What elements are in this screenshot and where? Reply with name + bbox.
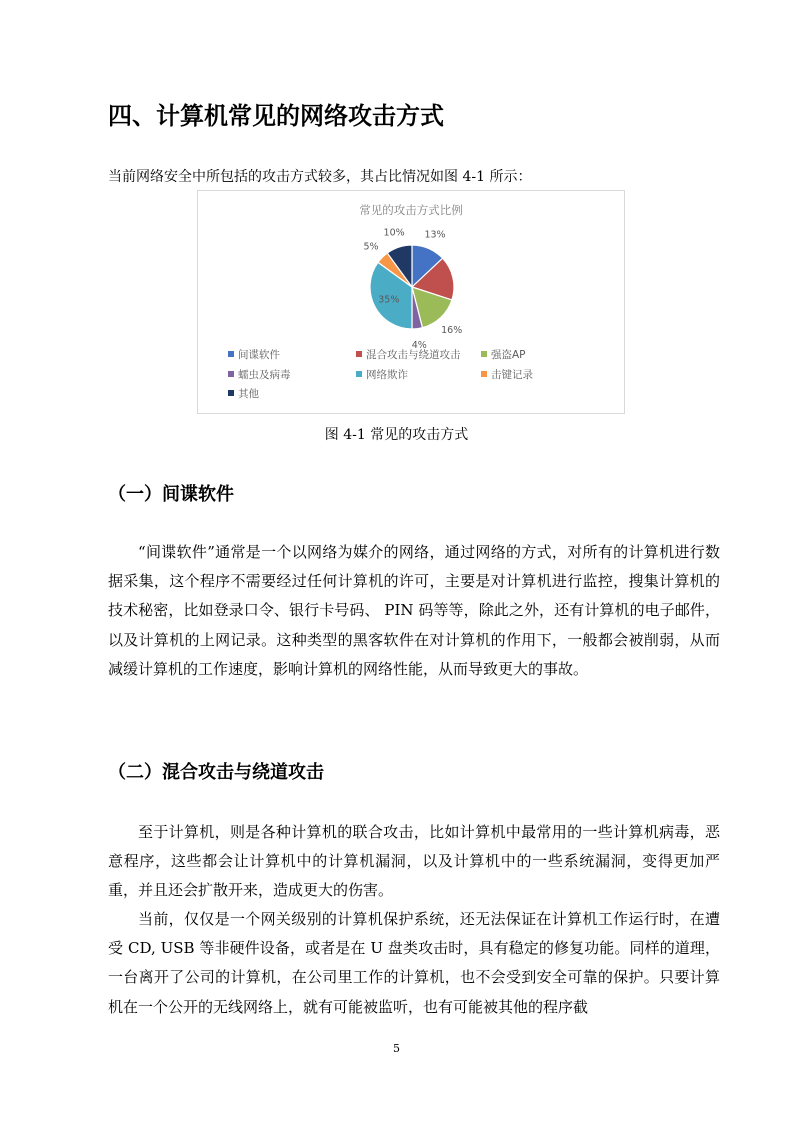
legend-swatch-2 xyxy=(356,351,362,357)
legend-swatch-7 xyxy=(228,390,234,396)
pie-chart-svg xyxy=(198,191,624,413)
legend-swatch-5 xyxy=(356,371,362,377)
legend-swatch-6 xyxy=(481,371,487,377)
legend-swatch-1 xyxy=(228,351,234,357)
legend-swatch-3 xyxy=(481,351,487,357)
figure-caption: 图 4-1 常见的攻击方式 xyxy=(324,427,469,443)
paragraph-spyware: “间谍软件”通常是一个以网络为媒介的网络，通过网络的方式，对所有的计算机进行数据采集，这个程序不需要经过任何计算机的许可，主要是对计算机进行监控，搜集计算机的技术秘密，比如登录口令、银行卡号码、 PIN 码等等，除此之外，还有计算机的电子邮件，以及计算机的上网记录。这种类型的黑客软件在对计算机的作用下，一般都会被削弱，从而减缓计算机的工作速度，影响计算机的网络性能，从而导致更大的事故。 xyxy=(108,543,720,678)
pie-data-label-3: 16% xyxy=(441,324,463,336)
chart-title: 常见的攻击方式比例 xyxy=(359,203,463,217)
legend-label-7: 其他 xyxy=(238,388,259,400)
legend-swatch-4 xyxy=(228,371,234,377)
legend-label-5: 网络欺诈 xyxy=(366,369,408,381)
legend-label-6: 击键记录 xyxy=(491,369,533,381)
legend-label-4: 蠕虫及病毒 xyxy=(238,369,291,381)
page-title: 四、计算机常见的网络攻击方式 xyxy=(108,102,444,130)
legend-label-1: 间谍软件 xyxy=(238,349,280,361)
page-number: 5 xyxy=(393,1042,400,1055)
paragraph-hybrid-attack-2: 当前，仅仅是一个网关级别的计算机保护系统，还无法保证在计算机工作运行时，在遭受 CD, USB 等非硬件设备，或者是在 U 盘类攻击时，具有稳定的修复功能。同样的道理，一台离开了公司的计算机，在公司里工作的计算机，也不会受到安全可靠的保护。只要计算机在一个公开的无线网络上，就有可能被监听，也有可能被其他的程序截 xyxy=(108,910,720,1016)
section-heading-spyware: （一）间谍软件 xyxy=(108,484,234,505)
pie-data-label-4: 4% xyxy=(411,340,427,351)
pie-data-label-5: 35% xyxy=(378,294,400,306)
pie-chart xyxy=(197,190,625,414)
pie-data-label-1: 13% xyxy=(424,229,446,241)
intro-text: 当前网络安全中所包括的攻击方式较多，其占比情况如图 4-1 所示： xyxy=(108,169,532,185)
legend-label-3: 强盗AP xyxy=(491,349,526,361)
pie-data-label-6: 5% xyxy=(363,241,379,253)
paragraph-hybrid-attack-1: 至于计算机，则是各种计算机的联合攻击，比如计算机中最常用的一些计算机病毒，恶意程序，这些都会让计算机中的计算机漏洞，以及计算机中的一些系统漏洞，变得更加严重，并且还会扩散开来，造成更大的伤害。 xyxy=(108,823,720,900)
section-heading-hybrid-attack: （二）混合攻击与绕道攻击 xyxy=(108,762,324,783)
pie-data-label-7: 10% xyxy=(383,227,405,239)
legend-label-2: 混合攻击与绕道攻击 xyxy=(366,349,461,361)
